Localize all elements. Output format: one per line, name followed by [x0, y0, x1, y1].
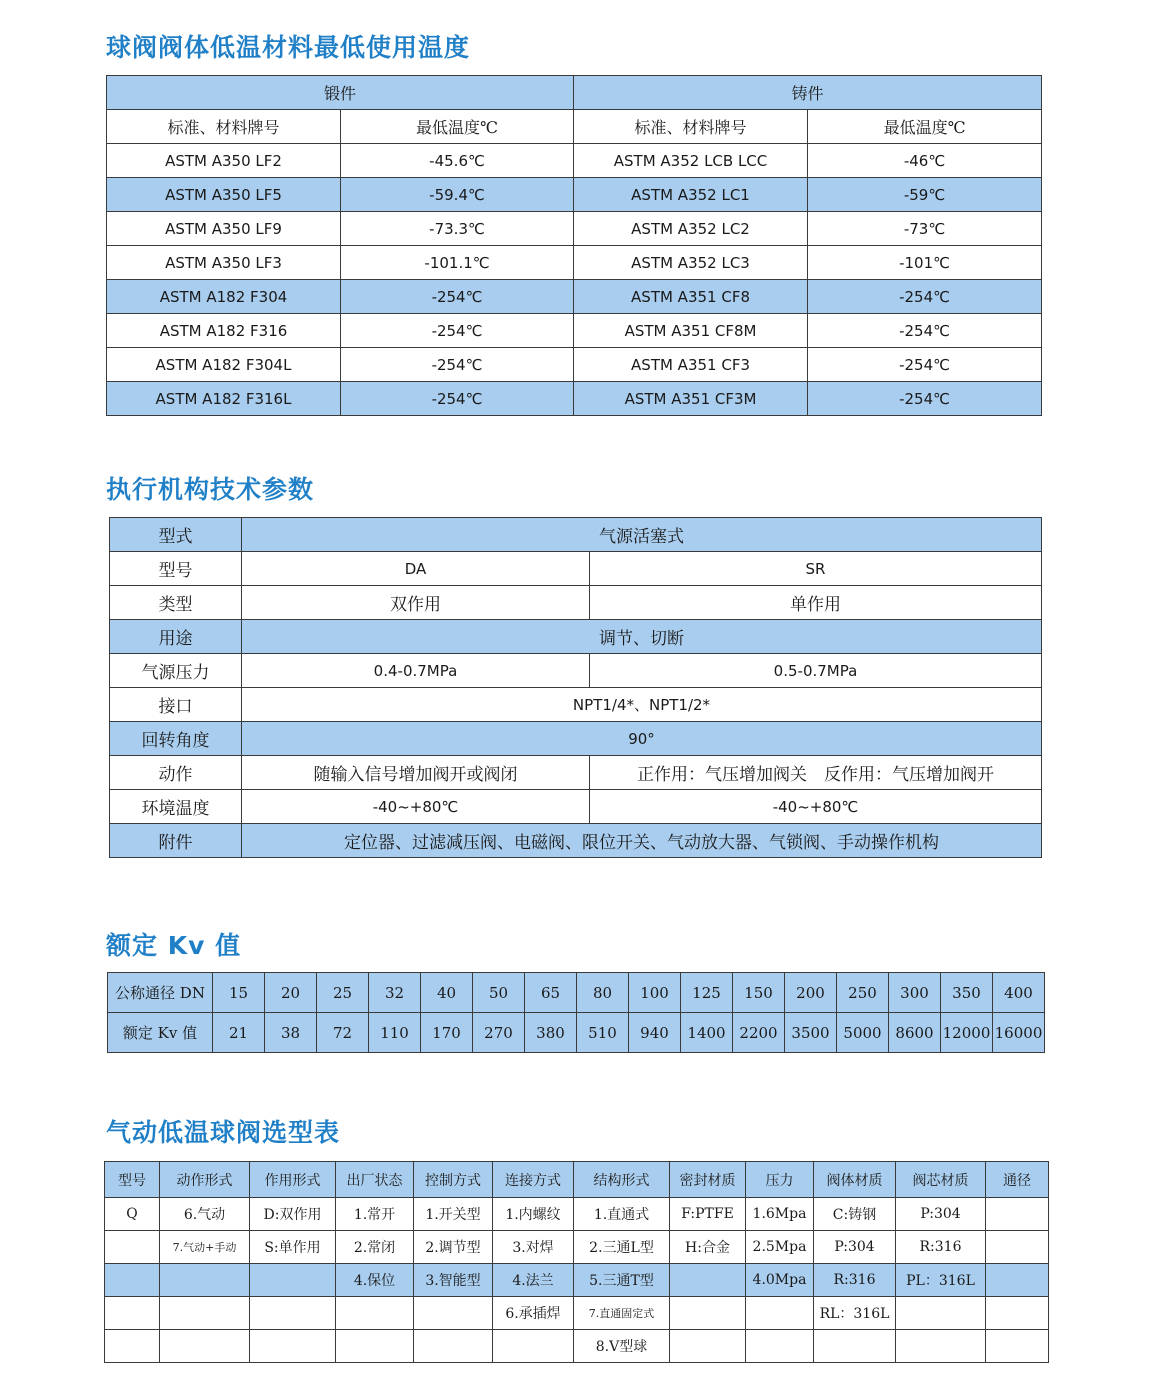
- table-row: [110, 518, 1042, 552]
- kind-sr: 单作用: [590, 586, 1042, 620]
- table-cell: S:单作用: [250, 1231, 336, 1264]
- table-row: [107, 348, 1042, 382]
- table-row: [110, 756, 1042, 790]
- kv-value: 270: [473, 1013, 525, 1053]
- table-cell: 3.智能型: [414, 1264, 493, 1297]
- use-label: 用途: [110, 620, 242, 654]
- table-cell: [250, 1330, 336, 1363]
- kv-value: 12000: [941, 1013, 993, 1053]
- table-cell: [986, 1264, 1049, 1297]
- table-row: [105, 1231, 1049, 1264]
- table-cell: 3.对焊: [493, 1231, 574, 1264]
- table-cell: F:PTFE: [670, 1198, 746, 1231]
- dn-value: 15: [213, 973, 265, 1013]
- kv-value: 940: [629, 1013, 681, 1053]
- header-cell: 阀体材质: [814, 1162, 896, 1198]
- table-cell: P:304: [814, 1231, 896, 1264]
- kv-value: 8600: [889, 1013, 941, 1053]
- dn-value: 50: [473, 973, 525, 1013]
- table-cell: 6.气动: [160, 1198, 250, 1231]
- table-cell: [493, 1330, 574, 1363]
- table-cell: [986, 1231, 1049, 1264]
- angle-label: 回转角度: [110, 722, 242, 756]
- kind-label: 类型: [110, 586, 242, 620]
- header-cell: 作用形式: [250, 1162, 336, 1198]
- pressure-da: 0.4-0.7MPa: [242, 654, 590, 688]
- header-cell: 控制方式: [414, 1162, 493, 1198]
- casting-material: ASTM A352 LC2: [574, 212, 808, 246]
- table-cell: 8.V型球: [574, 1330, 670, 1363]
- table-row: [107, 246, 1042, 280]
- forging-material: ASTM A182 F304: [107, 280, 341, 314]
- table-cell: 7.气动+手动: [160, 1231, 250, 1264]
- table-row: [110, 654, 1042, 688]
- dn-value: 80: [577, 973, 629, 1013]
- table-cell: Q: [105, 1198, 160, 1231]
- table-cell: [105, 1264, 160, 1297]
- section3-title: 额定 Kv 值: [106, 931, 242, 960]
- kv-value: 380: [525, 1013, 577, 1053]
- dn-value: 150: [733, 973, 785, 1013]
- table-row: [107, 178, 1042, 212]
- table-cell: [986, 1297, 1049, 1330]
- table-cell: [160, 1297, 250, 1330]
- kv-value: 170: [421, 1013, 473, 1053]
- table-row: [107, 314, 1042, 348]
- table-row: [105, 1264, 1049, 1297]
- table-row: [105, 1297, 1049, 1330]
- table-cell: [670, 1264, 746, 1297]
- forging-temp: -101.1℃: [341, 246, 574, 280]
- header-cell: 出厂状态: [336, 1162, 414, 1198]
- table-cell: 1.直通式: [574, 1198, 670, 1231]
- casting-material: ASTM A351 CF3M: [574, 382, 808, 416]
- table-row: [110, 586, 1042, 620]
- casting-temp: -254℃: [808, 314, 1042, 348]
- casting-temp: -46℃: [808, 144, 1042, 178]
- model-da: DA: [242, 552, 590, 586]
- port-label: 接口: [110, 688, 242, 722]
- model-sr: SR: [590, 552, 1042, 586]
- forging-temp: -254℃: [341, 348, 574, 382]
- forging-material: ASTM A182 F316: [107, 314, 341, 348]
- casting-material: ASTM A351 CF8: [574, 280, 808, 314]
- casting-temp: -254℃: [808, 280, 1042, 314]
- action-sr: 正作用：气压增加阀关 反作用：气压增加阀开: [590, 756, 1042, 790]
- casting-material: ASTM A352 LC1: [574, 178, 808, 212]
- table-cell: 4.0Mpa: [746, 1264, 814, 1297]
- kv-value: 3500: [785, 1013, 837, 1053]
- forging-temp: -45.6℃: [341, 144, 574, 178]
- table-row: [110, 552, 1042, 586]
- kv-value: 2200: [733, 1013, 785, 1053]
- forging-material: ASTM A350 LF3: [107, 246, 341, 280]
- forging-material: ASTM A350 LF9: [107, 212, 341, 246]
- dn-value: 65: [525, 973, 577, 1013]
- table-cell: [986, 1198, 1049, 1231]
- dn-value: 200: [785, 973, 837, 1013]
- table-cell: P:304: [896, 1198, 986, 1231]
- table-cell: PL：316L: [896, 1264, 986, 1297]
- dn-value: 250: [837, 973, 889, 1013]
- table-cell: [336, 1297, 414, 1330]
- table-cell: 2.调节型: [414, 1231, 493, 1264]
- col-temp-forging: 最低温度℃: [341, 110, 574, 144]
- header-cell: 密封材质: [670, 1162, 746, 1198]
- forging-temp: -59.4℃: [341, 178, 574, 212]
- section2-title: 执行机构技术参数: [106, 475, 315, 504]
- table-cell: [746, 1330, 814, 1363]
- casting-material: ASTM A352 LC3: [574, 246, 808, 280]
- dn-row: [108, 973, 1045, 1013]
- table-cell: 1.常开: [336, 1198, 414, 1231]
- kv-value: 1400: [681, 1013, 733, 1053]
- kv-value: 5000: [837, 1013, 889, 1053]
- kv-table: [107, 972, 1045, 1053]
- kv-value: 38: [265, 1013, 317, 1053]
- kv-value: 110: [369, 1013, 421, 1053]
- table-cell: 2.常闭: [336, 1231, 414, 1264]
- table-row: [107, 382, 1042, 416]
- dn-value: 400: [993, 973, 1045, 1013]
- col-material-casting: 标准、材料牌号: [574, 110, 808, 144]
- forging-material: ASTM A182 F316L: [107, 382, 341, 416]
- kv-value: 72: [317, 1013, 369, 1053]
- forging-material: ASTM A182 F304L: [107, 348, 341, 382]
- table-cell: 4.保位: [336, 1264, 414, 1297]
- table-cell: [105, 1330, 160, 1363]
- dn-value: 100: [629, 973, 681, 1013]
- header-cell: 压力: [746, 1162, 814, 1198]
- table-cell: [746, 1297, 814, 1330]
- table-cell: 2.5Mpa: [746, 1231, 814, 1264]
- table-row: [105, 1330, 1049, 1363]
- angle-value: 90°: [242, 722, 1042, 756]
- dn-value: 40: [421, 973, 473, 1013]
- table-row: [107, 144, 1042, 178]
- table-cell: [814, 1330, 896, 1363]
- table-cell: [160, 1264, 250, 1297]
- kv-label: 额定 Kv 值: [108, 1013, 213, 1053]
- table-cell: 7.直通固定式: [574, 1297, 670, 1330]
- casting-material: ASTM A351 CF8M: [574, 314, 808, 348]
- accessory-value: 定位器、过滤减压阀、电磁阀、限位开关、气动放大器、气锁阀、手动操作机构: [242, 824, 1042, 858]
- table-cell: 1.开关型: [414, 1198, 493, 1231]
- casting-material: ASTM A352 LCB LCC: [574, 144, 808, 178]
- model-label: 型号: [110, 552, 242, 586]
- forging-temp: -254℃: [341, 280, 574, 314]
- header-cell: 结构形式: [574, 1162, 670, 1198]
- header-cell: 阀芯材质: [896, 1162, 986, 1198]
- col-material-forging: 标准、材料牌号: [107, 110, 341, 144]
- section4-title: 气动低温球阀选型表: [106, 1118, 341, 1147]
- dn-value: 350: [941, 973, 993, 1013]
- kv-row: [108, 1013, 1045, 1053]
- table-cell: [250, 1264, 336, 1297]
- action-label: 动作: [110, 756, 242, 790]
- table-cell: D:双作用: [250, 1198, 336, 1231]
- casting-temp: -73℃: [808, 212, 1042, 246]
- table-cell: 6.承插焊: [493, 1297, 574, 1330]
- table-cell: 1.6Mpa: [746, 1198, 814, 1231]
- col-temp-casting: 最低温度℃: [808, 110, 1042, 144]
- table-cell: [414, 1330, 493, 1363]
- dn-label: 公称通径 DN: [108, 973, 213, 1013]
- port-value: NPT1/4*、NPT1/2*: [242, 688, 1042, 722]
- casting-material: ASTM A351 CF3: [574, 348, 808, 382]
- casting-temp: -254℃: [808, 348, 1042, 382]
- header-cell: 通径: [986, 1162, 1049, 1198]
- table-cell: [670, 1297, 746, 1330]
- casting-temp: -101℃: [808, 246, 1042, 280]
- env-sr: -40~+80℃: [590, 790, 1042, 824]
- table-cell: [336, 1330, 414, 1363]
- pressure-label: 气源压力: [110, 654, 242, 688]
- table-cell: [670, 1330, 746, 1363]
- table-cell: C:铸钢: [814, 1198, 896, 1231]
- table-cell: [896, 1330, 986, 1363]
- table-cell: H:合金: [670, 1231, 746, 1264]
- header-cell: 动作形式: [160, 1162, 250, 1198]
- dn-value: 25: [317, 973, 369, 1013]
- header-cell: 连接方式: [493, 1162, 574, 1198]
- use-value: 调节、切断: [242, 620, 1042, 654]
- type-label: 型式: [110, 518, 242, 552]
- table-cell: [160, 1330, 250, 1363]
- dn-value: 300: [889, 973, 941, 1013]
- table-cell: R:316: [896, 1231, 986, 1264]
- table-cell: 2.三通L型: [574, 1231, 670, 1264]
- forging-material: ASTM A350 LF2: [107, 144, 341, 178]
- section1-title: 球阀阀体低温材料最低使用温度: [106, 33, 471, 62]
- table-cell: 4.法兰: [493, 1264, 574, 1297]
- table-row: [110, 722, 1042, 756]
- kv-value: 21: [213, 1013, 265, 1053]
- dn-value: 125: [681, 973, 733, 1013]
- table-cell: [896, 1297, 986, 1330]
- selection-table: [104, 1161, 1049, 1363]
- casting-temp: -254℃: [808, 382, 1042, 416]
- forging-material: ASTM A350 LF5: [107, 178, 341, 212]
- dn-value: 32: [369, 973, 421, 1013]
- table-cell: [986, 1330, 1049, 1363]
- table-row: [107, 280, 1042, 314]
- low-temp-material-table: [106, 75, 1042, 416]
- casting-temp: -59℃: [808, 178, 1042, 212]
- table-row: [110, 790, 1042, 824]
- env-label: 环境温度: [110, 790, 242, 824]
- kind-da: 双作用: [242, 586, 590, 620]
- forging-header: 锻件: [107, 76, 574, 110]
- actuator-params-table: [109, 517, 1042, 858]
- table-cell: 5.三通T型: [574, 1264, 670, 1297]
- accessory-label: 附件: [110, 824, 242, 858]
- type-value: 气源活塞式: [242, 518, 1042, 552]
- action-da: 随输入信号增加阀开或阀闭: [242, 756, 590, 790]
- header-cell: 型号: [105, 1162, 160, 1198]
- table-row: [110, 688, 1042, 722]
- forging-temp: -73.3℃: [341, 212, 574, 246]
- table-cell: R:316: [814, 1264, 896, 1297]
- kv-value: 510: [577, 1013, 629, 1053]
- table-cell: 1.内螺纹: [493, 1198, 574, 1231]
- header-row: [105, 1162, 1049, 1198]
- table-row: [105, 1198, 1049, 1231]
- env-da: -40~+80℃: [242, 790, 590, 824]
- kv-value: 16000: [993, 1013, 1045, 1053]
- table-row: [110, 620, 1042, 654]
- table-row: [107, 212, 1042, 246]
- casting-header: 铸件: [574, 76, 1042, 110]
- dn-value: 20: [265, 973, 317, 1013]
- table-cell: [105, 1231, 160, 1264]
- table-cell: [414, 1297, 493, 1330]
- table-cell: RL：316L: [814, 1297, 896, 1330]
- table-cell: [105, 1297, 160, 1330]
- forging-temp: -254℃: [341, 314, 574, 348]
- table-row: [110, 824, 1042, 858]
- table-cell: [250, 1297, 336, 1330]
- pressure-sr: 0.5-0.7MPa: [590, 654, 1042, 688]
- forging-temp: -254℃: [341, 382, 574, 416]
